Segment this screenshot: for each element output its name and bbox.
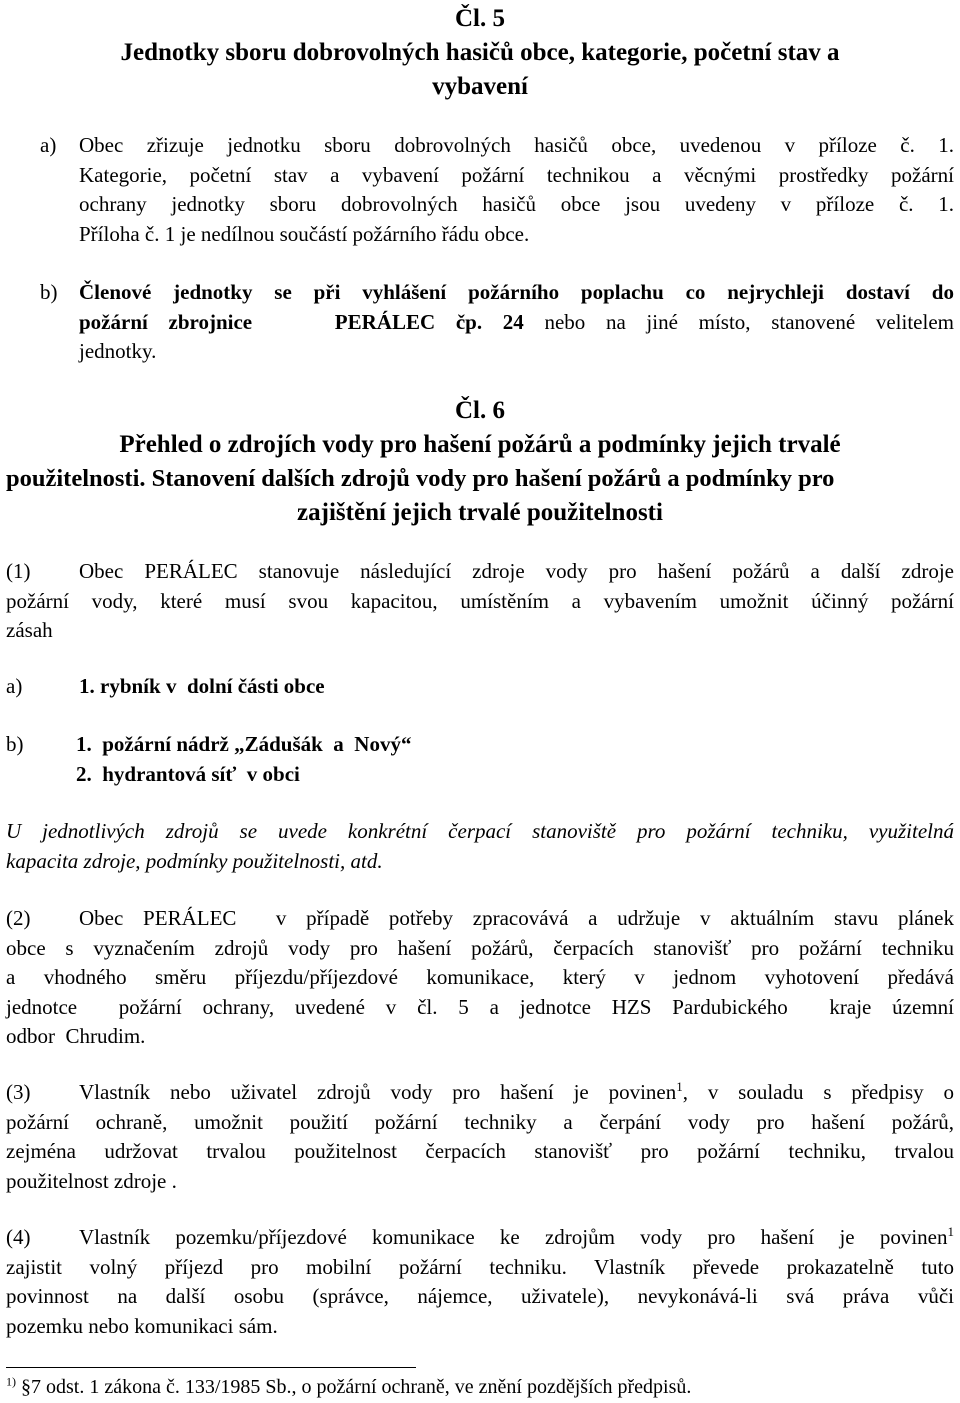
- item-a-line3: ochrany jednotky sboru dobrovolných hasičů obce jsou uvedeny v příloze č. 1.: [79, 192, 954, 216]
- list-b-item-1: 1. požární nádrž „Zádušák a Nový“: [76, 732, 412, 756]
- paragraph-2-line1-text: Obec PERÁLEC v případě potřeby zpracovává a udržuje v aktuálním stavu plánek: [79, 906, 954, 930]
- article-6-number: Čl. 6: [455, 397, 505, 424]
- footnote-mark: 1): [6, 1374, 16, 1389]
- article-5-number: Čl. 5: [455, 5, 505, 32]
- paragraph-3-footnote-ref: 1: [676, 1079, 683, 1094]
- list-a-label: a): [6, 674, 23, 698]
- item-a-line2: Kategorie, početní stav a vybavení požární technikou a věcnými prostředky požární: [79, 162, 954, 187]
- paragraph-4-number: (4): [6, 1225, 31, 1249]
- paragraph-4-line2: zajistit volný příjezd pro mobilní požární techniku. Vlastník převede prokazatelně tuto: [6, 1254, 954, 1279]
- paragraph-2-line5: odbor Chrudim.: [6, 1024, 146, 1048]
- paragraph-1-number: (1): [6, 559, 31, 583]
- paragraph-3-line1-pre: Vlastník nebo uživatel zdrojů vody pro hašení je povinen: [79, 1080, 677, 1104]
- sources-note-line1: U jednotlivých zdrojů se uvede konkrétní čerpací stanoviště pro požární techniku, využitelná: [6, 819, 954, 843]
- paragraph-2-number: (2): [6, 906, 31, 930]
- paragraph-4-line3: povinnost na další osobu (správce, nájemce, uživatele), nevykonává-li svá práva vůči: [6, 1284, 954, 1308]
- footnote-separator: [6, 1367, 416, 1368]
- paragraph-1-line2: požární vody, které musí svou kapacitou, umístěním a vybavením umožnit účinný požární: [6, 588, 954, 613]
- footnote-text: §7 odst. 1 zákona č. 133/1985 Sb., o požární ochraně, ve znění pozdějších předpisů.: [16, 1376, 692, 1398]
- item-b-line1: Členové jednotky se při vyhlášení požárního poplachu co nejrychleji dostaví do: [79, 280, 954, 304]
- article-6-heading: [6, 394, 954, 530]
- water-source-list-a: [6, 672, 954, 702]
- paragraph-1-line1-text: Obec PERÁLEC stanovuje následující zdroje vody pro hašení požárů a další zdroje: [79, 559, 954, 583]
- item-b-label: b): [40, 280, 58, 304]
- item-a-line4: Příloha č. 1 je nedílnou součástí požárního řádu obce.: [79, 221, 530, 246]
- article-6-title-line1: Přehled o zdrojích vody pro hašení požárů a podmínky jejich trvalé: [119, 431, 841, 458]
- article-6-title-line2: použitelnosti. Stanovení dalších zdrojů vody pro hašení požárů a podmínky pro: [6, 465, 835, 492]
- list-b-item-2: 2. hydrantová síť v obci: [76, 761, 300, 786]
- paragraph-3-line1: [6, 1078, 954, 1108]
- paragraph-3-line3: zejména udržovat trvalou použitelnost čerpacích stanovišť pro požární techniku, trvalou: [6, 1139, 954, 1163]
- paragraph-2-line4: jednotce požární ochrany, uvedené v čl. 5 a jednotce HZS Pardubického kraje územní: [6, 994, 954, 1019]
- sources-note: [6, 817, 954, 876]
- article-5-heading: [0, 2, 960, 104]
- article-5-title-line1: Jednotky sboru dobrovolných hasičů obce, kategorie, početní stav a: [120, 39, 840, 66]
- paragraph-3-line4: použitelnost zdroje .: [6, 1168, 177, 1193]
- water-source-list-b: [6, 730, 954, 789]
- paragraph-2-line3: a vhodného směru příjezdu/příjezdové komunikace, který v jednom vyhotovení předává: [6, 965, 954, 989]
- paragraph-3-line2: požární ochraně, umožnit použití požární techniky a čerpání vody pro hašení požárů,: [6, 1109, 954, 1134]
- footnote: [6, 1373, 954, 1403]
- paragraph-1-line1: [6, 557, 954, 587]
- item-b-line3: jednotky.: [79, 339, 157, 363]
- item-a-line1: Obec zřizuje jednotku sboru dobrovolných hasičů obce, uvedenou v příloze č. 1.: [79, 133, 954, 157]
- paragraph-2: [6, 904, 954, 1052]
- paragraph-4: [6, 1223, 954, 1341]
- paragraph-1-line3: zásah: [6, 618, 53, 642]
- sources-note-line2: kapacita zdroje, podmínky použitelnosti, atd.: [6, 848, 383, 873]
- item-b-line2-bold: požární zbrojnice PERÁLEC čp. 24: [79, 309, 524, 334]
- article-6-title-line3: zajištění jejich trvalé použitelnosti: [297, 499, 663, 526]
- list-b-label: b): [6, 732, 24, 756]
- list-a-item: 1. rybník v dolní části obce: [79, 674, 325, 698]
- paragraph-4-line4: pozemku nebo komunikaci sám.: [6, 1313, 278, 1338]
- paragraph-3-line1-post: , v souladu s předpisy o: [682, 1080, 954, 1104]
- item-b-line2: [79, 308, 954, 338]
- paragraph-3: [6, 1078, 954, 1196]
- paragraph-3-number: (3): [6, 1080, 31, 1104]
- paragraph-1: [6, 557, 954, 646]
- item-a-text: [79, 131, 954, 249]
- paragraph-4-line1-pre: Vlastník pozemku/příjezdové komunikace ke zdrojům vody pro hašení je povinen: [79, 1225, 948, 1249]
- paragraph-4-footnote-ref: 1: [947, 1224, 954, 1239]
- item-a-label: a): [40, 133, 57, 157]
- paragraph-2-line1: [6, 904, 954, 934]
- item-b-line2-rest: nebo na jiné místo, stanovené velitelem: [523, 309, 954, 334]
- paragraph-2-line2: obce s vyznačením zdrojů vody pro hašení požárů, čerpacích stanovišť pro požární techniku: [6, 935, 954, 960]
- paragraph-4-line1: [6, 1223, 954, 1253]
- item-b-text: [79, 278, 954, 367]
- article-5-title-line2: vybavení: [432, 73, 528, 100]
